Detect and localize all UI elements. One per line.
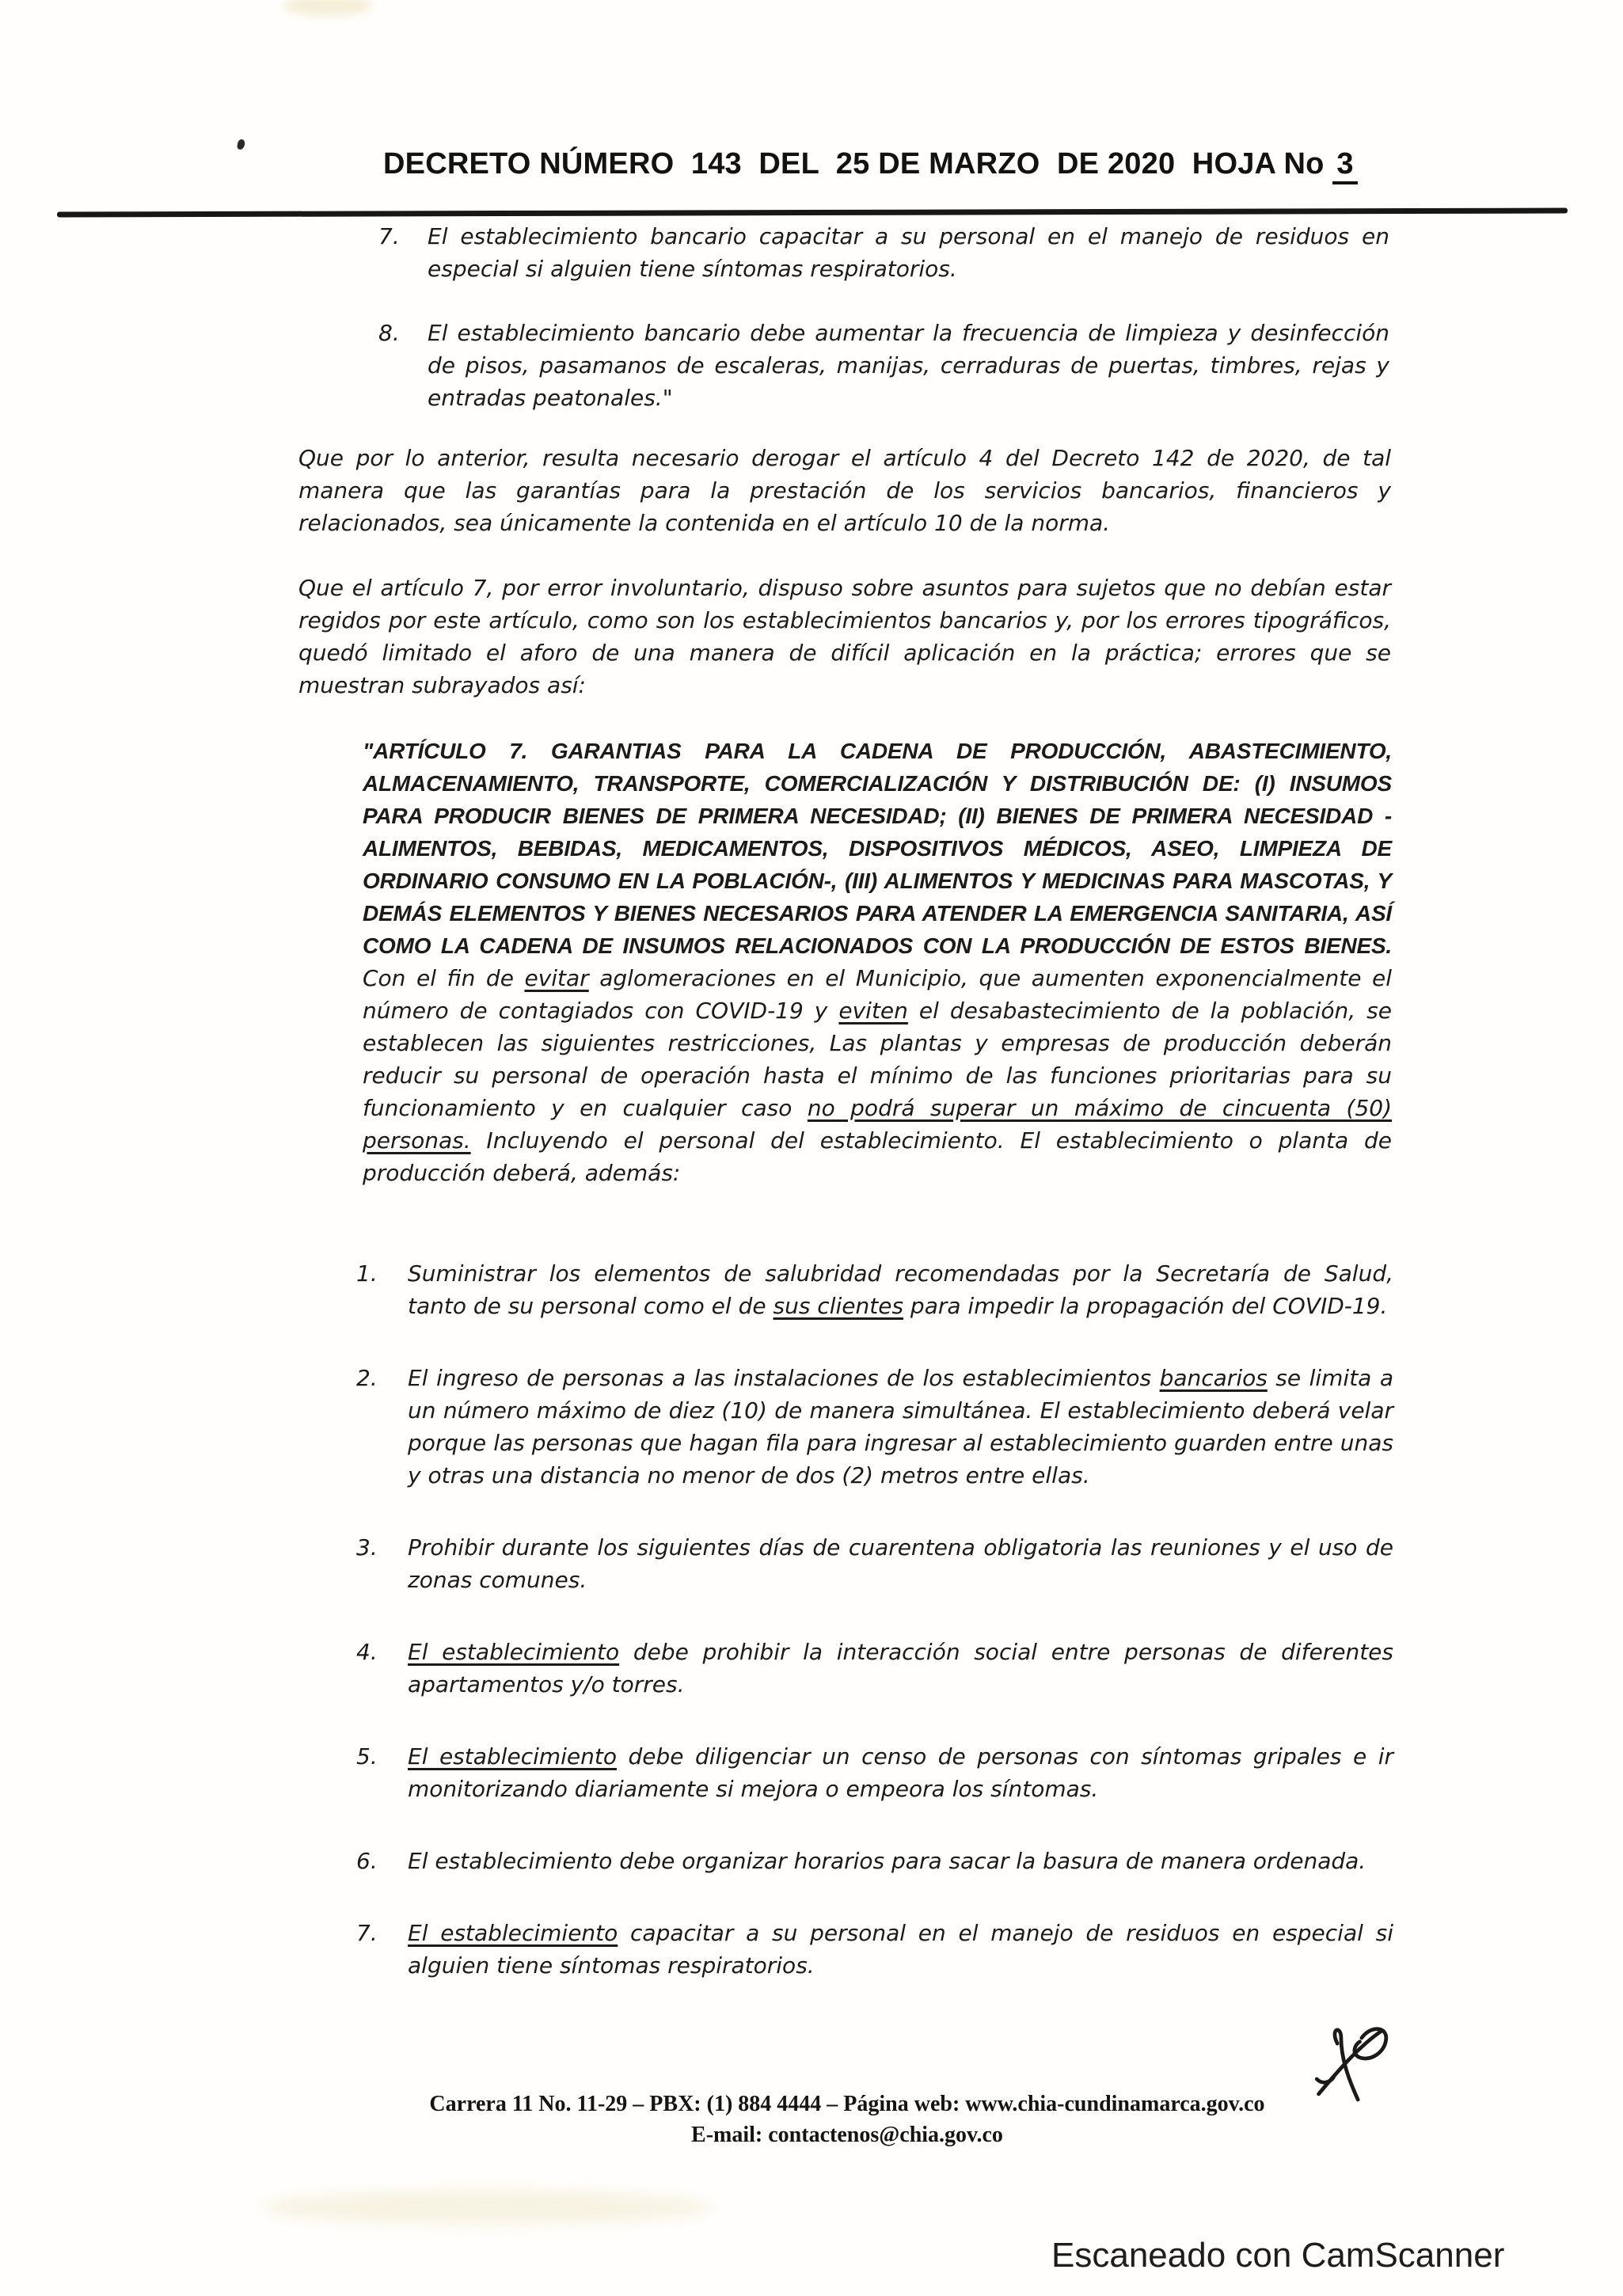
text-run: el desabastecimiento de la población, se establecen las siguientes restricciones, Las plantas y empresas de producción deberán reducir su personal de operación hasta el mínimo de las funciones prioritarias para su funcionamiento y en cualquier caso <box>363 998 1392 1121</box>
bold-text: "ARTÍCULO 7. GARANTIAS PARA LA CADENA DE PRODUCCIÓN, ABASTECIMIENTO, ALMACENAMIENTO, TRANSPORTE, COMERCIALIZACIÓN Y DISTRIBUCIÓN DE: (I) INSUMOS PARA PRODUCIR BIENES DE PRIMERA NECESIDAD; (II) BIENES DE PRIMERA NECESIDAD -ALIMENTOS, BEBIDAS, MEDICAMENTOS, DISPOSITIVOS MÉDICOS, ASEO, LIMPIEZA DE ORDINARIO CONSUMO EN LA POBLACIÓN-, (III) ALIMENTOS Y MEDICINAS PARA MASCOTAS, Y DEMÁS ELEMENTOS Y BIENES NECESARIOS PARA ATENDER LA EMERGENCIA SANITARIA, ASÍ COMO LA CADENA DE INSUMOS RELACIONADOS CON LA PRODUCCIÓN DE ESTOS BIENES. <box>363 739 1392 958</box>
list-item <box>356 1362 1393 1492</box>
quoted-list <box>378 220 1389 446</box>
list-item <box>356 1845 1393 1877</box>
text-run: El establecimiento bancario debe aumentar la frecuencia de limpieza y desinfección de pisos, pasamanos de escaleras, manijas, cerraduras de puertas, timbres, rejas y entradas peatonales." <box>428 320 1389 411</box>
underlined-text: El establecimiento <box>408 1743 617 1770</box>
list-item <box>378 220 1389 285</box>
list-item-text <box>428 317 1389 414</box>
paragraph-article7-errors <box>298 572 1391 701</box>
text-run: capacitar a su personal en el manejo de residuos en especial si alguien tiene síntomas respiratorios. <box>408 1920 1394 1979</box>
page-number: 3 <box>1332 147 1357 184</box>
text-run: aglomeraciones en el Municipio, que aumenten exponencialmente el número de contagiados con COVID-19 y <box>363 965 1392 1024</box>
list-item <box>356 1636 1393 1701</box>
list-item-number: 4. <box>356 1639 378 1665</box>
underlined-text: bancarios <box>1159 1365 1268 1391</box>
text-run: Prohibir durante los siguientes días de cuarentena obligatoria las reuniones y el uso de zonas comunes. <box>408 1534 1393 1593</box>
text-run: Que el artículo 7, por error involuntario, dispuso sobre asuntos para sujetos que no debían estar regidos por este artículo, como son los establecimientos bancarios y, por los errores tipográficos, quedó limitado el aforo de una manera de difícil aplicación en la práctica; errores que se muestran subrayados así: <box>298 575 1391 698</box>
underlined-text: evitar <box>524 965 589 991</box>
underlined-text: El establecimiento <box>408 1639 620 1665</box>
list-item-number: 2. <box>356 1365 378 1391</box>
numbered-list <box>356 1257 1393 2021</box>
text-run: Suministrar los elementos de salubridad recomendadas por la Secretaría de Salud, tanto de su personal como el de <box>408 1260 1393 1319</box>
list-item <box>356 1531 1393 1596</box>
camscanner-watermark: Escaneado con CamScanner <box>1051 2236 1505 2275</box>
ink-speck <box>237 139 246 150</box>
list-item <box>356 1740 1393 1805</box>
list-item-text <box>408 1917 1393 1982</box>
list-item-number: 5. <box>356 1743 378 1770</box>
text-run: debe diligenciar un censo de personas con síntomas gripales e ir monitorizando diariamente si mejora o empeora los síntomas. <box>408 1743 1393 1802</box>
text-run: El establecimiento bancario capacitar a su personal en el manejo de residuos en especial si alguien tiene síntomas respiratorios. <box>428 223 1389 282</box>
footer-email-line: E-mail: contactenos@chia.gov.co <box>691 2123 1003 2147</box>
list-item-number: 1. <box>356 1260 378 1287</box>
text-run: para impedir la propagación del COVID-19. <box>903 1293 1388 1319</box>
text-run: El establecimiento debe organizar horarios para sacar la basura de manera ordenada. <box>408 1848 1366 1874</box>
decree-header-title: DECRETO NÚMERO 143 DEL 25 DE MARZO DE 2020 HOJA No <box>383 147 1333 181</box>
list-item-text <box>408 1531 1393 1596</box>
underlined-text: no podrá superar un máximo de cincuenta (50) personas. <box>363 1095 1392 1154</box>
list-item-text <box>408 1740 1393 1805</box>
page-header <box>383 147 1358 181</box>
list-item <box>378 317 1389 414</box>
list-item-text <box>408 1845 1393 1877</box>
footer-contact-block <box>0 2089 1623 2150</box>
list-item-text <box>408 1636 1393 1701</box>
scan-smudge-bottom <box>261 2190 713 2225</box>
text-run: Con el fin de <box>363 965 525 991</box>
articulo-7-block <box>363 735 1392 1189</box>
text-run: El ingreso de personas a las instalaciones de los establecimientos <box>408 1365 1160 1391</box>
list-item <box>356 1917 1393 1982</box>
text-run: debe prohibir la interacción social entre personas de diferentes apartamentos y/o torres. <box>408 1639 1393 1697</box>
list-item-text <box>428 220 1389 285</box>
list-item <box>356 1257 1393 1322</box>
paragraph-derogation <box>298 442 1391 539</box>
list-item-number: 8. <box>378 320 400 346</box>
text-run: Que por lo anterior, resulta necesario derogar el artículo 4 del Decreto 142 de 2020, de tal manera que las garantías para la prestación de los servicios bancarios, financieros y relacionados, sea únicamente la contenida en el artículo 10 de la norma. <box>298 445 1391 536</box>
scan-smudge-top <box>283 0 372 16</box>
list-item-text <box>408 1362 1393 1492</box>
text-run: Incluyendo el personal del establecimiento. El establecimiento o planta de producción deberá, además: <box>363 1127 1392 1186</box>
text-run: se limita a un número máximo de diez (10) de manera simultánea. El establecimiento deberá velar porque las personas que hagan fila para ingresar al establecimiento guarden entre unas y otras una distancia no menor de dos (2) metros entre ellas. <box>408 1365 1393 1488</box>
list-item-number: 6. <box>356 1848 378 1874</box>
list-item-text <box>408 1257 1393 1322</box>
footer-address-line: Carrera 11 No. 11-29 – PBX: (1) 884 4444 – Página web: www.chia-cundinamarca.gov.co <box>429 2092 1265 2116</box>
list-item-number: 7. <box>356 1920 378 1946</box>
header-divider-rule <box>57 208 1568 218</box>
underlined-text: sus clientes <box>773 1293 904 1319</box>
underlined-text: eviten <box>838 998 908 1024</box>
list-item-number: 3. <box>356 1534 378 1560</box>
list-item-number: 7. <box>378 223 400 249</box>
underlined-text: El establecimiento <box>408 1920 618 1946</box>
